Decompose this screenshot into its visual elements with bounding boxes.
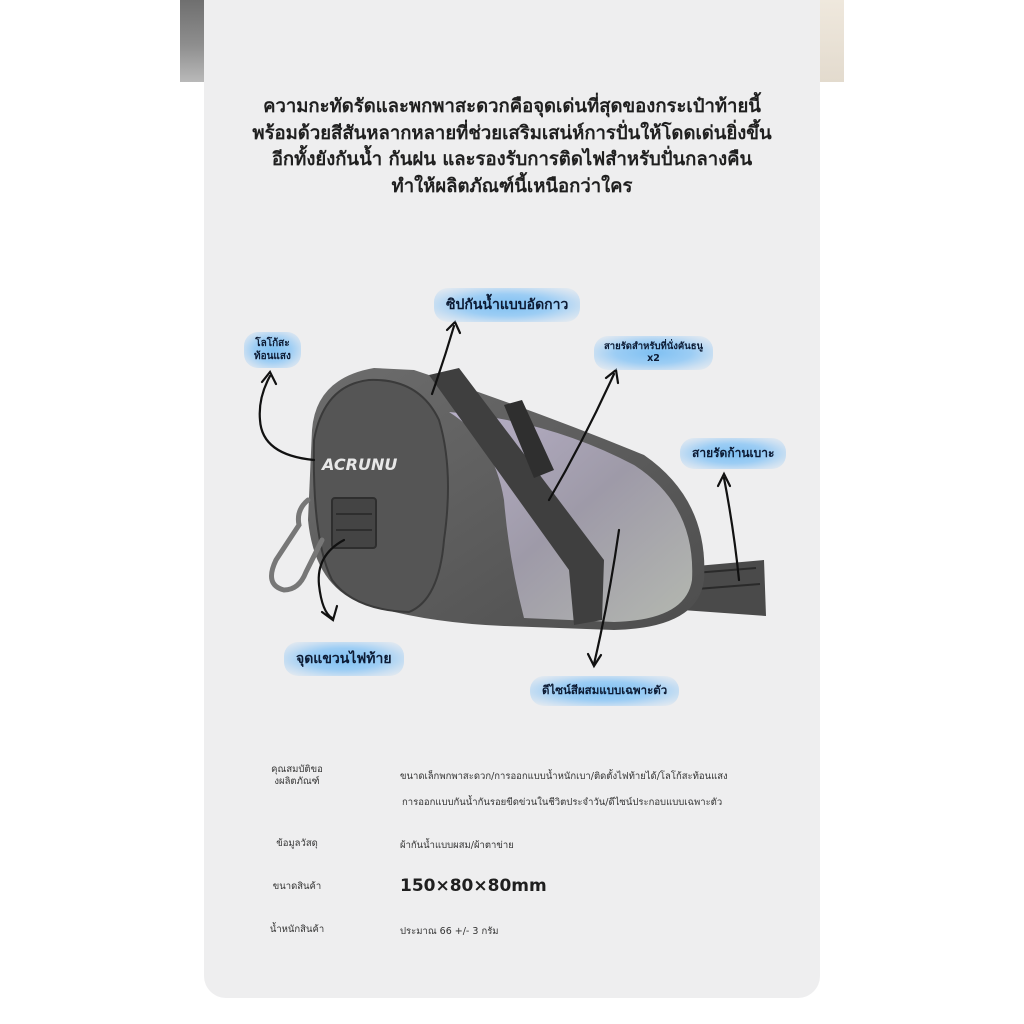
spec-value-features-2: การออกแบบกันน้ำกันรอยขีดข่วนในชีวิตประจำวัน/ดีไซน์ประกอบแบบเฉพาะตัว [402, 797, 723, 808]
intro-line: ทำให้ผลิตภัณฑ์นี้เหนือกว่าใคร [391, 175, 633, 197]
photo-edge-left [180, 0, 204, 82]
callout-zipper: ซิปกันน้ำแบบอัดกาว [434, 288, 580, 322]
spec-label-size: ขนาดสินค้า [272, 881, 322, 892]
intro-line: อีกทั้งยังกันน้ำ กันฝน และรองรับการติดไฟสำหรับปั่นกลางคืน [271, 149, 753, 170]
callout-design: ดีไซน์สีผสมแบบเฉพาะตัว [530, 676, 679, 706]
spec-value-weight: ประมาณ 66 +/- 3 กรัม [400, 926, 499, 937]
intro-line: พร้อมด้วยสีสันหลากหลายที่ช่วยเสริมเสน่ห์การปั่นให้โดดเด่นยิ่งขึ้น [252, 122, 772, 144]
spec-value-features-1: ขนาดเล็กพกพาสะดวก/การออกแบบน้ำหนักเบา/ติดตั้งไฟท้ายได้/โลโก้สะท้อนแสง [400, 771, 728, 782]
spec-value-material: ผ้ากันน้ำแบบผสม/ผ้าตาข่าย [400, 840, 514, 851]
product-card [204, 0, 820, 998]
spec-label-weight: น้ำหนักสินค้า [269, 924, 325, 935]
callout-line: สายรัดสำหรับที่นั่งคันธนู [604, 341, 704, 352]
callout-seatpost-strap: สายรัดก้านเบาะ [680, 438, 786, 469]
spec-value-size: 150×80×80mm [400, 876, 547, 896]
photo-edge-right [820, 0, 844, 82]
intro-line: ความกะทัดรัดและพกพาสะดวกคือจุดเด่นที่สุดของกระเป๋าท้ายนี้ [263, 96, 761, 117]
callout-taillight: จุดแขวนไฟท้าย [284, 642, 404, 676]
spec-table [204, 0, 820, 998]
callout-line: โลโก้สะ [255, 338, 290, 349]
spec-label-material: ข้อมูลวัสดุ [276, 838, 318, 849]
brand-logo: ACRUNU [322, 455, 398, 474]
callout-line: ท้อนแสง [254, 351, 291, 362]
callout-line: x2 [647, 353, 660, 364]
spec-label-line: คุณสมบัติขอ [271, 764, 323, 775]
spec-label-features [242, 764, 352, 788]
spec-label-line: งผลิตภัณฑ์ [274, 776, 320, 787]
